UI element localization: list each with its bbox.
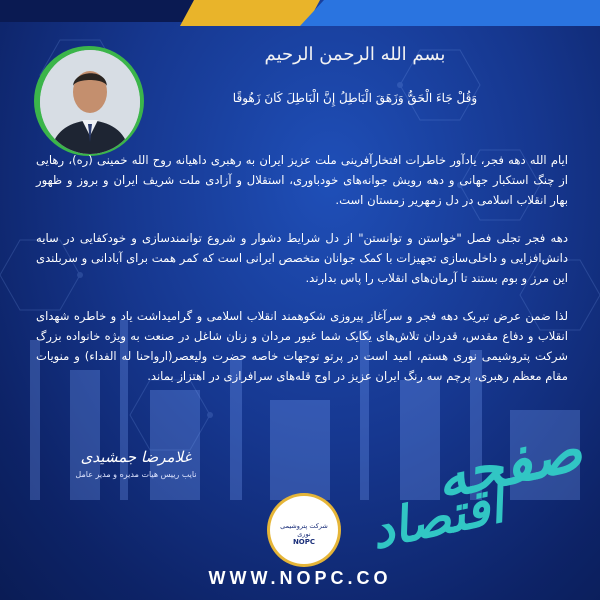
message-body <box>36 150 568 404</box>
top-bar-blue-segment <box>300 0 600 26</box>
brand-word-2: اقتصاد <box>365 474 509 561</box>
logo-company-name: شرکت پتروشیمی نوری <box>280 522 328 538</box>
signature-name: غلامرضا جمشیدی <box>80 448 192 466</box>
brand-wordmark <box>302 415 588 580</box>
signature-title: نایب رییس هیات مدیره و مدیر عامل <box>75 470 197 479</box>
basmala-calligraphy: بسم الله الرحمن الرحیم <box>264 44 446 65</box>
message-paragraph-2: دهه فجر تجلی فصل "خواستن و توانستن" از دل شرایط دشوار و شروع توانمندسازی و خودکفایی در سایه دانش‌افزایی و داخلی‌سازی تجهیزات با کمک جوانان متخصص ایرانی است که کمر همت برای آبادانی و سربلندی این مرز و بوم بستند تا آرمان‌های انقلاب را پاس بدارند. <box>36 231 568 285</box>
message-paragraph-3: لذا ضمن عرض تبریک دهه فجر و سرآغاز پیروزی شکوهمند انقلاب اسلامی و گرامیداشت یاد و خاطره شهدای انقلاب و دفاع مقدس، قدردان تلاش‌های یکایک شما غیور مردان و زنان شاغل در صنعت به ویژه خانواده بزرگ شرکت پتروشیمی نوری هستم، امید است در پرتو توجهات خاصه حضرت ولیعصر(ارواحنا له الفداء) و منویات مقام معظم رهبری، پرچم سه رنگ ایران عزیز در اوج قله‌های سرافرازی در اهتزاز بماند. <box>36 309 568 383</box>
signature-block <box>36 448 236 479</box>
ceo-portrait <box>34 46 144 156</box>
logo-code: NOPC <box>292 538 316 546</box>
company-logo <box>270 496 338 564</box>
portrait-photo <box>40 50 140 154</box>
website-url: WWW.NOPC.CO <box>208 568 392 588</box>
logo-inner <box>276 502 332 558</box>
top-bar-gold-segment <box>180 0 320 26</box>
person-illustration <box>40 50 140 154</box>
quran-verse: وَقُلْ جَاءَ الْحَقُّ وَزَهَقَ الْبَاطِلُ إِنَّ الْبَاطِلَ كَانَ زَهُوقًا <box>232 91 478 105</box>
brand-word-1: صفحه <box>429 415 588 513</box>
top-decorative-bar <box>0 0 600 30</box>
message-paragraph-1: ایام الله دهه فجر، یادآور خاطرات افتخارآفرینی ملت عزیز ایران به رهبری داهیانه روح الله خمینی (ره)، رهایی از چنگ استکبار جهانی و دهه رویش جوانه‌های خودباوری، استقلال و آزادی ملت شریف ایران و بروز و ظهور بهار انقلاب اسلامی در دل زمهریر زمستان است. <box>36 153 568 207</box>
